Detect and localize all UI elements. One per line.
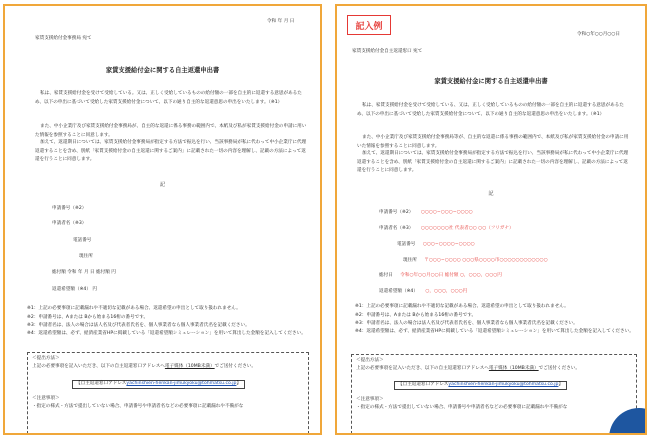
- example-submission-box: [351, 354, 637, 434]
- example-note-1: ※1：上記の必要事項に記載漏れや不適切な記載がある場合、返還希望の申出として取り扱われません。: [355, 304, 569, 309]
- submission-box: [27, 352, 309, 434]
- field-address: 現住所: [79, 254, 93, 259]
- caution-title: ＜注意事項＞: [32, 396, 60, 401]
- phone-value: ○○○−○○○○−○○○○: [422, 242, 475, 247]
- total-value: 令和○年○○月○○日 総付額 ○，○○○，○○○円: [400, 273, 502, 278]
- address-field-label: 現住所: [403, 258, 417, 263]
- method-text-b: でご送付ください。: [214, 364, 256, 369]
- field-applicant-name: 申請者名（※3）: [52, 221, 87, 226]
- example-form-title: 家賃支援給付金に関する自主返還申出書: [434, 78, 548, 85]
- example-address-box: [394, 381, 567, 390]
- field-total: 総付額 令和 年 月 日 総付額 円: [52, 270, 116, 275]
- example-note-3: ※3：申請者名は、法人の場合は法人名及び代表者氏名を、個人事業者なら個人事業者氏名を記載ください。: [355, 321, 578, 326]
- example-recipient-line: 家賃支援給付金自主返還窓口 宛て: [352, 49, 423, 54]
- return-value: ○，○○○，○○○円: [425, 289, 468, 294]
- return-label: 返還希望額（※4）: [379, 289, 418, 294]
- example-field-applicant-name: [379, 227, 514, 232]
- field-return-amount: 返還希望額（※4） 円: [52, 287, 97, 292]
- caution-line: ・指定の様式・方法で提出していない場合、申請番号や申請者名などの必要事項に記載漏れや不備がな: [32, 404, 244, 409]
- example-method-line: [356, 367, 580, 372]
- body-paragraph-2: また、中小企業庁及び家賃支援給付金事務局が、自主的な返還に係る事務の範囲内で、本紙及び私が家賃支援給付金の申請に用いた情報を参照することに同意します。: [35, 124, 307, 138]
- total-label: 総付日: [379, 273, 393, 278]
- example-method-title: ＜提出方法＞: [356, 358, 384, 363]
- body-paragraph-3: 加えて、返還期日については、家賃支援給付金事務局が指定する方法で振込を行い、当該事務局が私に代わって中小企業庁に代理返還することを含め、別紙「家賃支援給付金の自主返還に関するご案内」に記載された一切の内容を理解し、記載の方法によって返還を行うことに同意します。: [35, 140, 307, 163]
- blank-form-panel: [3, 4, 322, 435]
- note-4: ※4：返還希望額は、必ず、経済産業省HPに掲載している「返還希望額シミュレーション」を用いて算出した金額を記入してください。: [27, 331, 306, 336]
- body-paragraph-1: 私は、家賃支援給付金を受けて受給している。又は、正しく受給しているものの給付額の一部を自主的に返還する意思があるため、以下の申出に基づいて受給した家賃支援給付金について、以下の通り自主的な返還意思の申出をいたします。（※1）: [35, 91, 302, 105]
- example-method-text-b: でご送付ください。: [538, 366, 580, 371]
- example-badge: 記入例: [347, 15, 391, 35]
- note-1: ※1：上記の必要事項に記載漏れや不適切な記載がある場合、返還希望の申出として取り扱われません。: [27, 306, 241, 311]
- example-caution-line: ・指定の様式・方法で提出していない場合、申請番号や申請者名などの必要事項に記載漏れや不備がな: [356, 405, 568, 410]
- example-ki-heading: 記: [488, 191, 494, 197]
- example-date: 令和○年○○月○○日: [577, 32, 621, 37]
- example-field-return-amount: [379, 290, 467, 295]
- address-close: 】: [236, 381, 242, 386]
- example-caution-title: ＜注意事項＞: [356, 397, 384, 402]
- example-field-phone: [397, 243, 475, 248]
- example-field-total: [379, 274, 502, 279]
- example-method-text-a: 上記の必要事項を記入いただき、以下の自主返還窓口アドレスへ: [356, 366, 489, 371]
- example-date-line: [577, 33, 620, 38]
- example-address-email-link[interactable]: yachinshien-henkan-jimukyoku@tohmatsu.co.jp: [448, 382, 559, 387]
- example-address-label: 【自主返還窓口アドレス: [398, 382, 449, 387]
- address-email-link[interactable]: yachinshien-henkan-jimukyoku@tohmatsu.co.jp: [126, 381, 237, 386]
- app-no-value: ○○○○−○○○−○○○○: [420, 210, 473, 215]
- method-title: ＜提出方法＞: [32, 356, 60, 361]
- example-form-panel: [335, 4, 647, 435]
- example-body-paragraph-3: 加えて、返還期日については、家賃支援給付金事務局が指定する方法で振込を行い、当該事務局が私に代わって中小企業庁に代理返還することを含め、別紙「家賃支援給付金の自主返還に関するご案内」に記載された一切の内容を理解し、記載の方法によって返還を行うことに同意します。: [357, 151, 629, 174]
- example-body-paragraph-2: また、中小企業庁及び家賃支援給付金事務局等が、自主的な返還に係る事務の範囲内で、本紙及び私が家賃支援給付金の申請に用いた情報を参照することに同意します。: [357, 135, 629, 149]
- note-3: ※3：申請者名は、法人の場合は法人名及び代表者氏名を、個人事業者なら個人事業者氏名を記載ください。: [27, 323, 250, 328]
- method-text-a: 上記の必要事項を記入いただき、以下の自主返還窓口アドレスへ: [32, 364, 165, 369]
- note-2: ※2：申請番号は、Aまたは Bから始まる16桁の番号です。: [27, 315, 149, 320]
- recipient-line: 家賃支援給付金事務局 宛て: [35, 36, 92, 41]
- field-application-number: 申請番号（※2）: [52, 206, 87, 211]
- phone-label: 電話番号: [397, 242, 416, 247]
- app-no-label: 申請番号（※2）: [379, 210, 414, 215]
- address-label: 【自主返還窓口アドレス: [76, 381, 127, 386]
- example-field-address: [403, 259, 548, 264]
- field-phone: 電話番号: [73, 238, 92, 243]
- example-field-application-number: [379, 211, 473, 216]
- example-note-2: ※2：申請番号は、Aまたは Bから始まる16桁の番号です。: [355, 313, 477, 318]
- address-field-value: 〒○○○−○○○○ ○○○県○○○○市○○○○○○○○○○○○: [424, 258, 548, 263]
- ki-heading: 記: [159, 182, 166, 188]
- form-title: 家賃支援給付金に関する自主返還申出書: [105, 67, 220, 74]
- app-name-value: ○○○○○○○社 代表者○○ ○○（フリガナ）: [420, 226, 514, 231]
- date-line: 令和 年 月 日: [267, 19, 295, 24]
- example-address-close: 】: [558, 382, 564, 387]
- method-media: 電子媒体（10MB未満）: [164, 364, 215, 369]
- address-box: [72, 380, 245, 389]
- example-note-4: ※4：返還希望額は、必ず、経済産業省HPに掲載している「返還希望額シミュレーション」を用いて算出した金額を記入してください。: [355, 329, 634, 334]
- method-line: [32, 365, 256, 370]
- example-method-media: 電子媒体（10MB未満）: [488, 366, 539, 371]
- app-name-label: 申請者名（※3）: [379, 226, 414, 231]
- example-body-paragraph-1: 私は、家賃支援給付金を受けて受給している、又は、正しく受給しているものの給付額の一部を自主的に返還する意思があるため、以下の申出に基づいて受給した家賃支援給付金について、以下の通り自主的な返還意思の申出をいたします。（※1）: [357, 103, 624, 117]
